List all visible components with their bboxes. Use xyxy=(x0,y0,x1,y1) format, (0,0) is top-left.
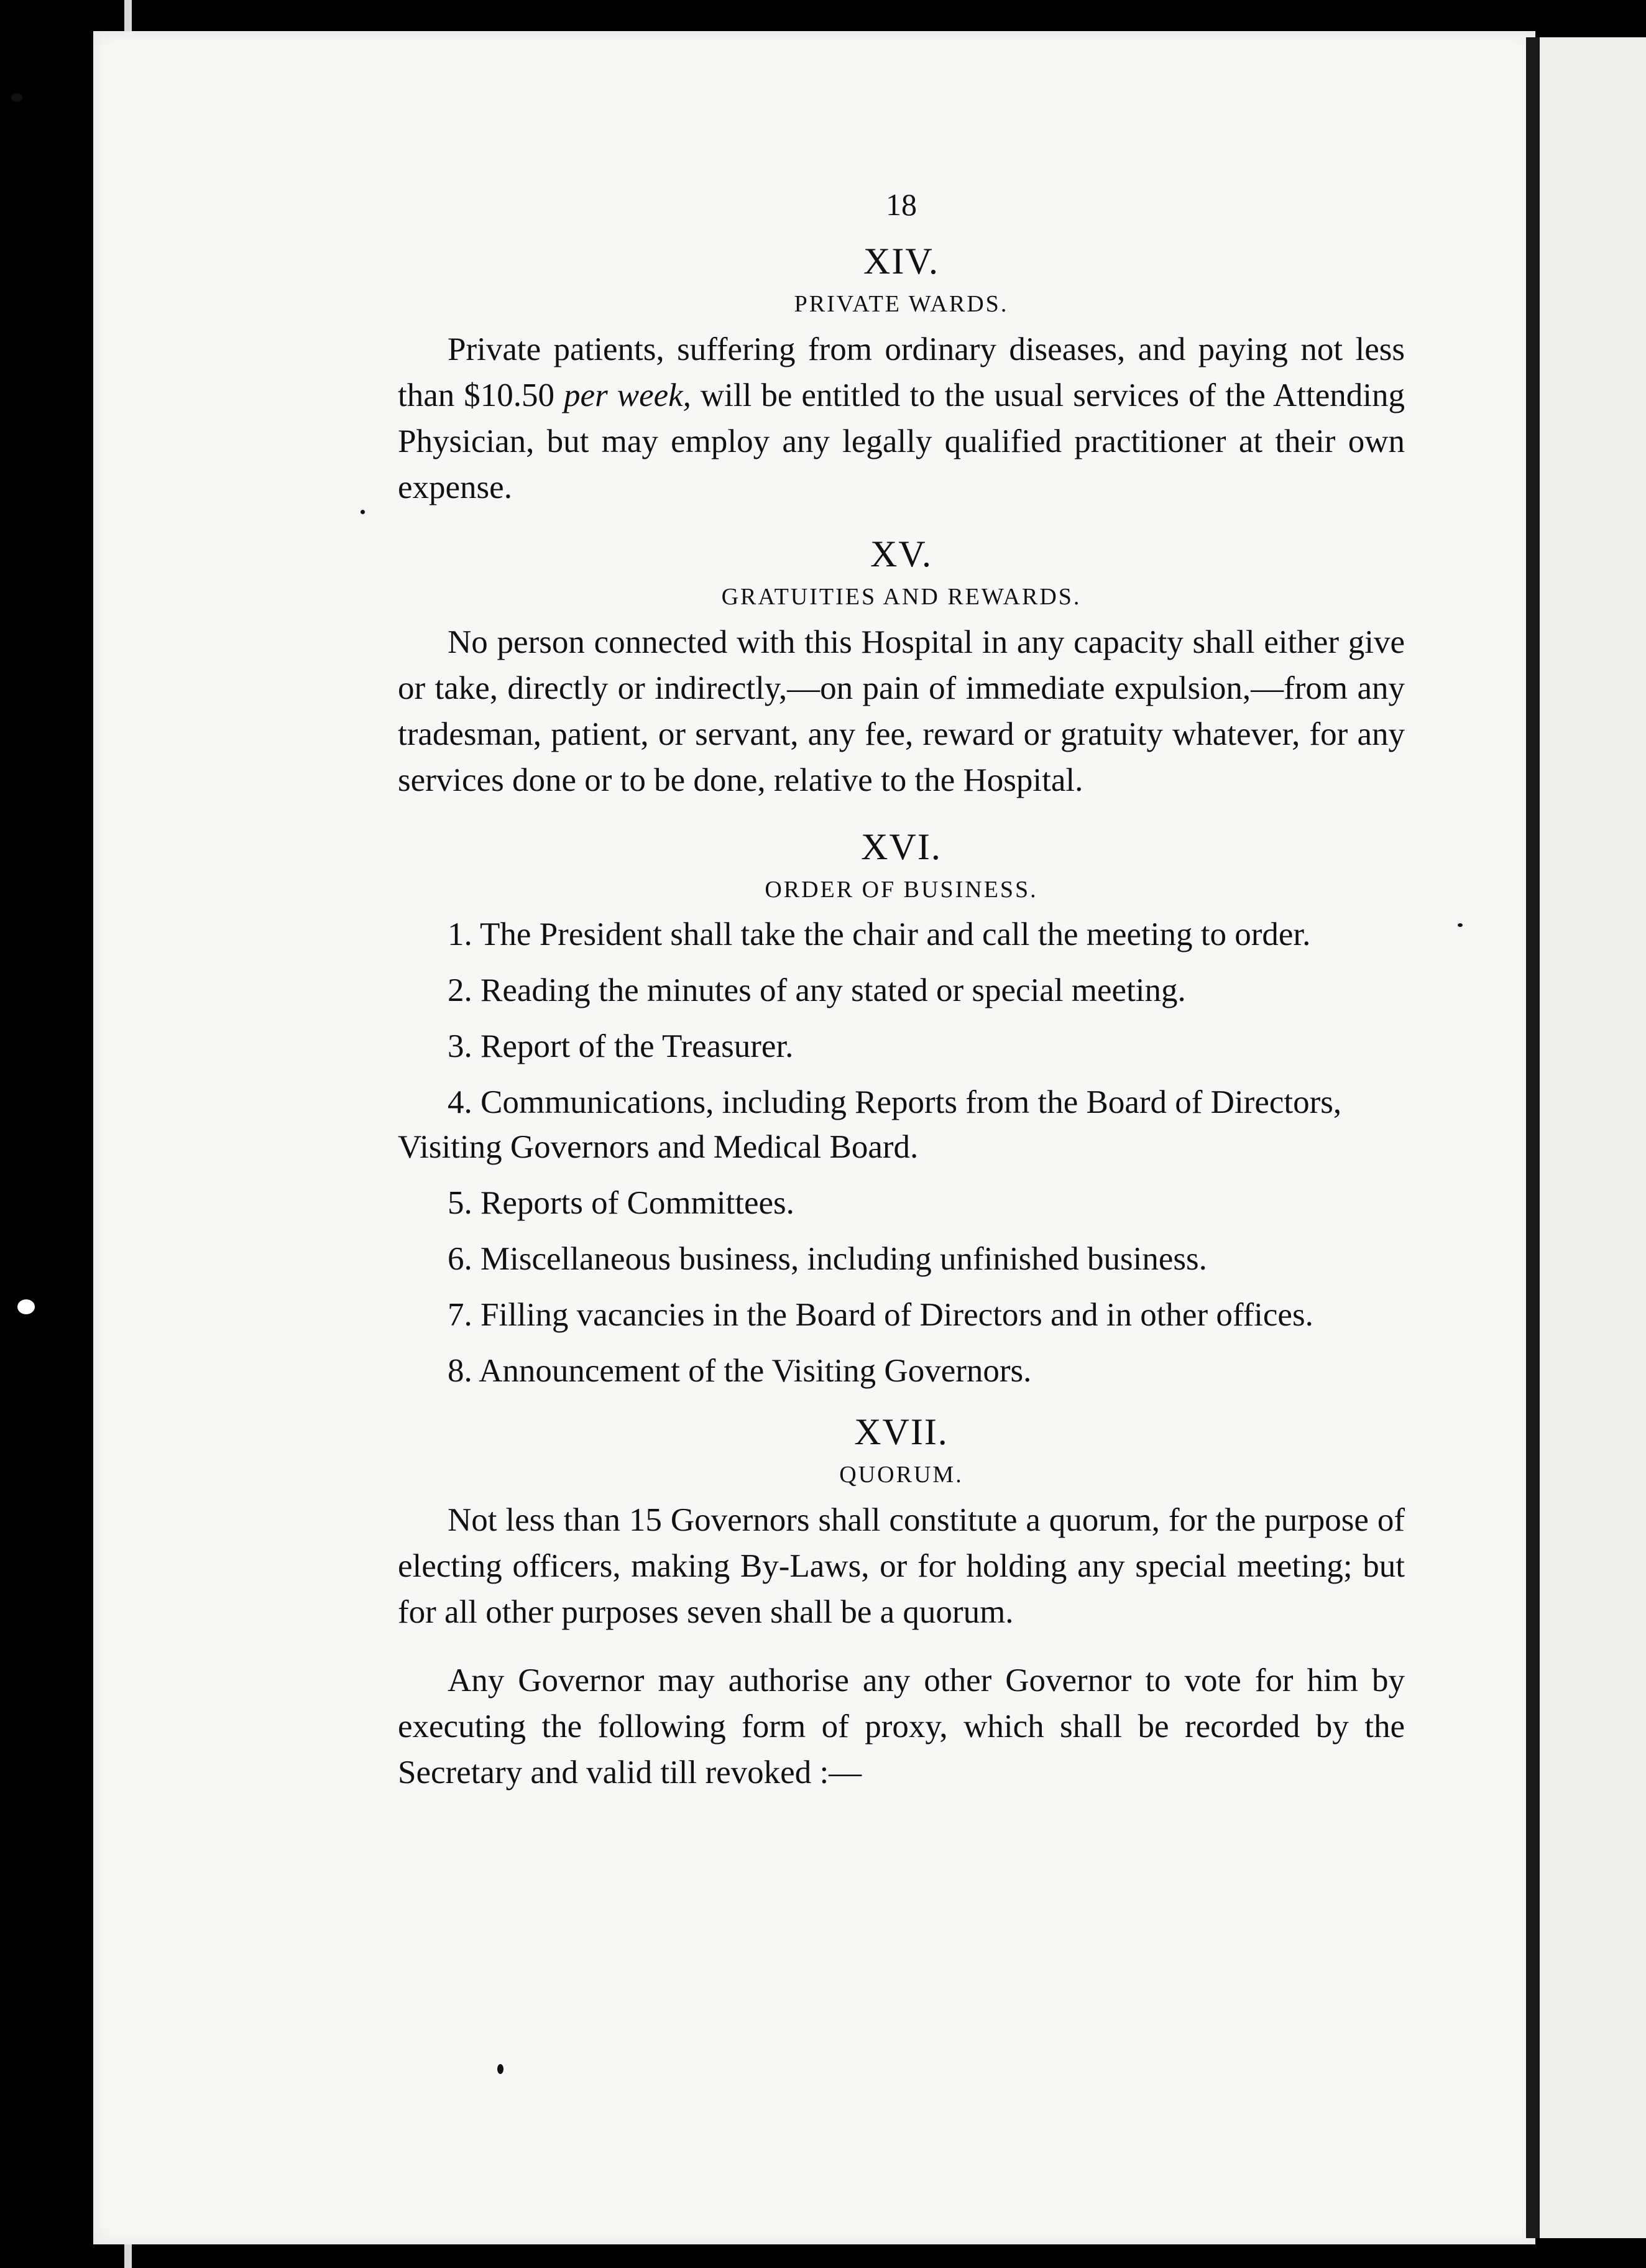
ink-speck xyxy=(17,1299,35,1314)
section-xvi xyxy=(398,826,1405,1393)
ink-speck xyxy=(361,510,365,514)
list-item: 3. Report of the Treasurer. xyxy=(448,1028,794,1064)
section-numeral: XIV. xyxy=(863,241,939,282)
section-heading: PRIVATE WARDS. xyxy=(794,291,1009,317)
paragraph-text: will be entitled to the usual services of the Attending Physician, but may employ any legally qualified practitioner at their own expense. xyxy=(398,377,1405,505)
ink-speck xyxy=(11,93,22,102)
list-item: 1. The President shall take the chair and call the meeting to order. xyxy=(448,916,1311,952)
paragraph-text: Private patients, suffering from ordinary diseases, and paying not less than $10.50 xyxy=(398,331,1405,413)
list-item: 8. Announcement of the Visiting Governors. xyxy=(448,1353,1032,1389)
page-number: 18 xyxy=(886,187,917,222)
ink-speck xyxy=(1458,923,1463,927)
section-xvii xyxy=(398,1411,1405,1796)
ink-speck xyxy=(497,2064,503,2074)
section-heading: ORDER OF BUSINESS. xyxy=(765,877,1038,903)
paragraph: Not less than 15 Governors shall constitute a quorum, for the purpose of electing officers, making By-Laws, or for holding any special meeting; but for all other purposes seven shall be a quorum. xyxy=(398,1502,1405,1630)
list-item: 6. Miscellaneous business, including unfinished business. xyxy=(448,1241,1207,1277)
paragraph: No person connected with this Hospital in any capacity shall either give or take, directly or indirectly,—on pain of immediate expulsion,—from any tradesman, patient, or servant, any fee, reward or gratuity whatever, for any services done or to be done, relative to the Hospital. xyxy=(398,624,1405,798)
list-item: 5. Reports of Committees. xyxy=(448,1185,794,1221)
section-heading: GRATUITIES AND REWARDS. xyxy=(721,584,1082,610)
list-item: 4. Communications, including Reports from the Board of Directors, Visiting Governors and Medical Board. xyxy=(398,1084,1342,1165)
section-heading: QUORUM. xyxy=(839,1462,963,1488)
paragraph-italic-text: per week, xyxy=(564,377,691,413)
section-xiv xyxy=(398,240,1405,510)
page-gutter xyxy=(1526,37,1540,2238)
section-numeral: XV. xyxy=(870,533,932,574)
section-numeral: XVI. xyxy=(861,826,942,867)
section-xv xyxy=(398,533,1405,803)
section-numeral: XVII. xyxy=(854,1411,949,1452)
list-item: 2. Reading the minutes of any stated or special meeting. xyxy=(448,972,1186,1008)
paragraph: Any Governor may authorise any other Governor to vote for him by executing the following form of proxy, which shall be recorded by the Secretary and valid till revoked :— xyxy=(398,1662,1405,1791)
page-content xyxy=(398,187,1405,1818)
paragraph xyxy=(398,326,1405,510)
adjacent-page xyxy=(1540,37,1646,2238)
list-item: 7. Filling vacancies in the Board of Directors and in other offices. xyxy=(448,1297,1313,1333)
